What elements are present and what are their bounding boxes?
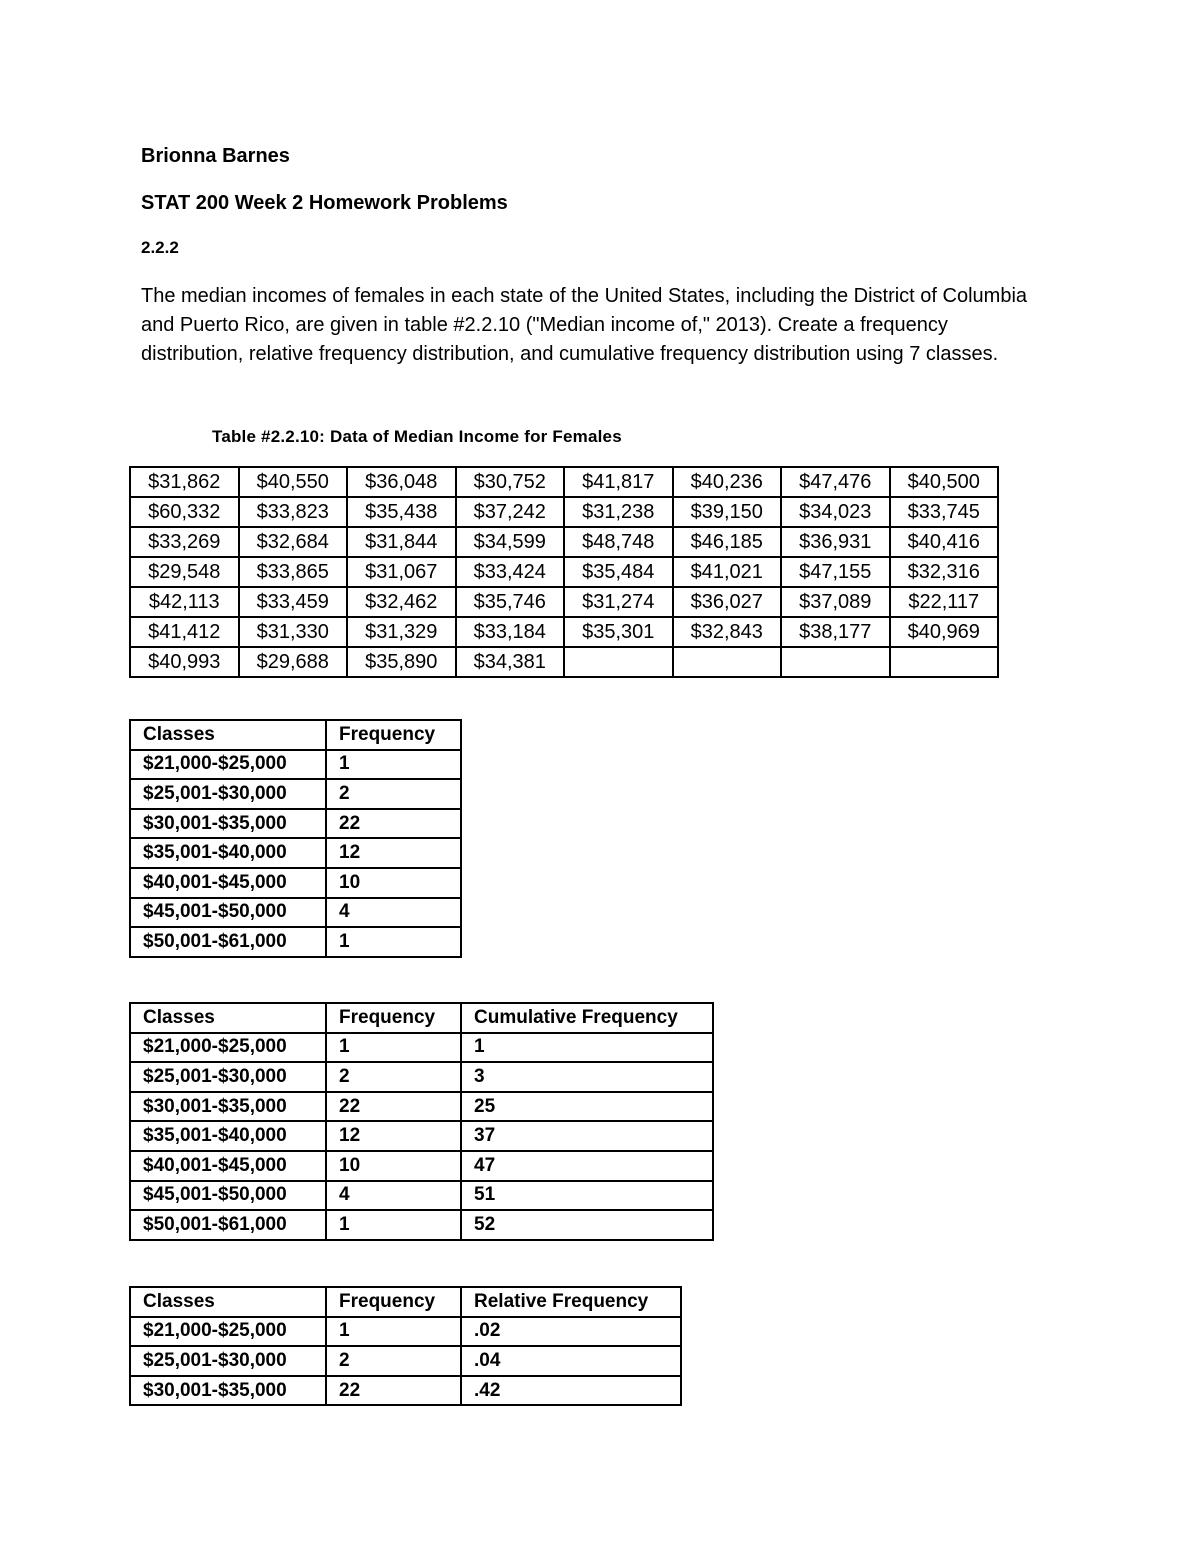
table-header-cell: Relative Frequency [461,1287,681,1317]
table-cell: $33,459 [239,587,348,617]
table-cell: 1 [326,750,461,780]
table-header-cell: Classes [130,1003,326,1033]
table-cell: $35,001-$40,000 [130,838,326,868]
table-cell: 25 [461,1092,713,1122]
table-cell: 12 [326,1121,461,1151]
table-cell: $40,969 [890,617,999,647]
data-table-caption: Table #2.2.10: Data of Median Income for Females [212,427,622,446]
table-cell: .02 [461,1317,681,1347]
table-row [130,617,998,647]
table-cell [673,647,782,677]
table-cell: $48,748 [564,527,673,557]
table-row [130,1121,713,1151]
median-income-data-table [129,466,999,678]
table-cell: $39,150 [673,497,782,527]
table-cell: $33,823 [239,497,348,527]
table-cell: 22 [326,809,461,839]
problem-number: 2.2.2 [141,238,179,257]
table-cell: 37 [461,1121,713,1151]
table-cell: $35,890 [347,647,456,677]
table-cell: 1 [326,1033,461,1063]
table-cell: $40,500 [890,467,999,497]
table-cell: $47,476 [781,467,890,497]
table-cell: $41,412 [130,617,239,647]
table-cell: $41,817 [564,467,673,497]
table-cell: $47,155 [781,557,890,587]
table-cell [781,647,890,677]
table-cell: $40,416 [890,527,999,557]
table-header-cell: Frequency [326,720,461,750]
table-cell [564,647,673,677]
table-row [130,1376,681,1406]
table-cell: $35,484 [564,557,673,587]
table-cell: $31,274 [564,587,673,617]
table-cell: $25,001-$30,000 [130,779,326,809]
table-cell: $34,381 [456,647,565,677]
table-cell: $34,599 [456,527,565,557]
table-cell: $35,001-$40,000 [130,1121,326,1151]
table-cell: $45,001-$50,000 [130,1181,326,1211]
table-cell: 10 [326,868,461,898]
table-cell: $36,931 [781,527,890,557]
table-cell: $40,236 [673,467,782,497]
table-cell: 47 [461,1151,713,1181]
table-row [130,1033,713,1063]
table-cell: 1 [326,1210,461,1240]
table-cell: $40,993 [130,647,239,677]
table-row [130,467,998,497]
table-cell: .42 [461,1376,681,1406]
table-cell: $31,329 [347,617,456,647]
table-cell: $60,332 [130,497,239,527]
relative-frequency-table [129,1286,682,1406]
table-row [130,898,461,928]
table-cell: $40,001-$45,000 [130,868,326,898]
table-cell: $35,746 [456,587,565,617]
table-row [130,779,461,809]
table-row [130,809,461,839]
table-cell: $40,001-$45,000 [130,1151,326,1181]
table-cell: $32,684 [239,527,348,557]
table-cell: $38,177 [781,617,890,647]
table-cell: $50,001-$61,000 [130,927,326,957]
table-row [130,557,998,587]
table-cell: 12 [326,838,461,868]
table-cell: $42,113 [130,587,239,617]
table-cell: 1 [326,1317,461,1347]
author-name: Brionna Barnes [141,145,290,167]
table-cell: $32,462 [347,587,456,617]
table-row [130,1317,681,1347]
table-row [130,1151,713,1181]
table-cell: $50,001-$61,000 [130,1210,326,1240]
table-cell: $31,862 [130,467,239,497]
table-cell: $29,688 [239,647,348,677]
table-cell: $46,185 [673,527,782,557]
table-cell: $30,001-$35,000 [130,1092,326,1122]
table-cell: 4 [326,1181,461,1211]
table-row [130,497,998,527]
table-cell: 22 [326,1092,461,1122]
table-cell: 1 [461,1033,713,1063]
table-header-cell: Classes [130,1287,326,1317]
table-cell: 51 [461,1181,713,1211]
table-header-row [130,1003,713,1033]
table-cell: $33,745 [890,497,999,527]
table-cell: $34,023 [781,497,890,527]
table-cell: $30,752 [456,467,565,497]
table-row [130,1062,713,1092]
table-cell: 1 [326,927,461,957]
table-row [130,750,461,780]
table-row [130,1092,713,1122]
table-header-cell: Classes [130,720,326,750]
table-cell: $33,424 [456,557,565,587]
table-cell: $35,438 [347,497,456,527]
table-cell: $31,067 [347,557,456,587]
table-cell: $25,001-$30,000 [130,1062,326,1092]
frequency-distribution-table [129,719,462,958]
table-cell: $21,000-$25,000 [130,1033,326,1063]
table-header-cell: Cumulative Frequency [461,1003,713,1033]
table-header-cell: Frequency [326,1003,461,1033]
table-header-row [130,720,461,750]
table-cell: 2 [326,779,461,809]
table-cell: $36,027 [673,587,782,617]
table-row [130,1181,713,1211]
table-cell: 2 [326,1062,461,1092]
table-cell: $32,316 [890,557,999,587]
table-cell: $25,001-$30,000 [130,1346,326,1376]
document-title: STAT 200 Week 2 Homework Problems [141,192,508,214]
cumulative-frequency-table [129,1002,714,1241]
table-cell: $33,269 [130,527,239,557]
table-cell: $33,865 [239,557,348,587]
table-cell: 3 [461,1062,713,1092]
table-cell: 52 [461,1210,713,1240]
table-row [130,647,998,677]
table-cell: $32,843 [673,617,782,647]
table-row [130,838,461,868]
table-row [130,527,998,557]
table-cell: 4 [326,898,461,928]
table-row [130,1346,681,1376]
table-cell: $36,048 [347,467,456,497]
table-cell: 10 [326,1151,461,1181]
table-cell [890,647,999,677]
table-row [130,587,998,617]
table-row [130,927,461,957]
table-cell: $41,021 [673,557,782,587]
table-cell: $29,548 [130,557,239,587]
table-cell: $21,000-$25,000 [130,750,326,780]
table-cell: $21,000-$25,000 [130,1317,326,1347]
table-row [130,1210,713,1240]
table-cell: $37,242 [456,497,565,527]
table-cell: $31,844 [347,527,456,557]
table-cell: $30,001-$35,000 [130,1376,326,1406]
table-cell: $35,301 [564,617,673,647]
table-cell: .04 [461,1346,681,1376]
table-cell: $22,117 [890,587,999,617]
table-cell: $31,330 [239,617,348,647]
table-cell: $45,001-$50,000 [130,898,326,928]
table-cell: $40,550 [239,467,348,497]
table-cell: 22 [326,1376,461,1406]
table-cell: 2 [326,1346,461,1376]
table-row [130,868,461,898]
table-cell: $31,238 [564,497,673,527]
table-header-cell: Frequency [326,1287,461,1317]
table-cell: $33,184 [456,617,565,647]
problem-statement: The median incomes of females in each state of the United States, including the District of Columbia and Puerto Rico, are given in table #2.2.10 ("Median income of," 2013). Create a frequency distribution, relative frequency distribution, and cumulative frequency distribution using 7 classes. [141,285,1028,365]
table-cell: $30,001-$35,000 [130,809,326,839]
table-cell: $37,089 [781,587,890,617]
table-header-row [130,1287,681,1317]
